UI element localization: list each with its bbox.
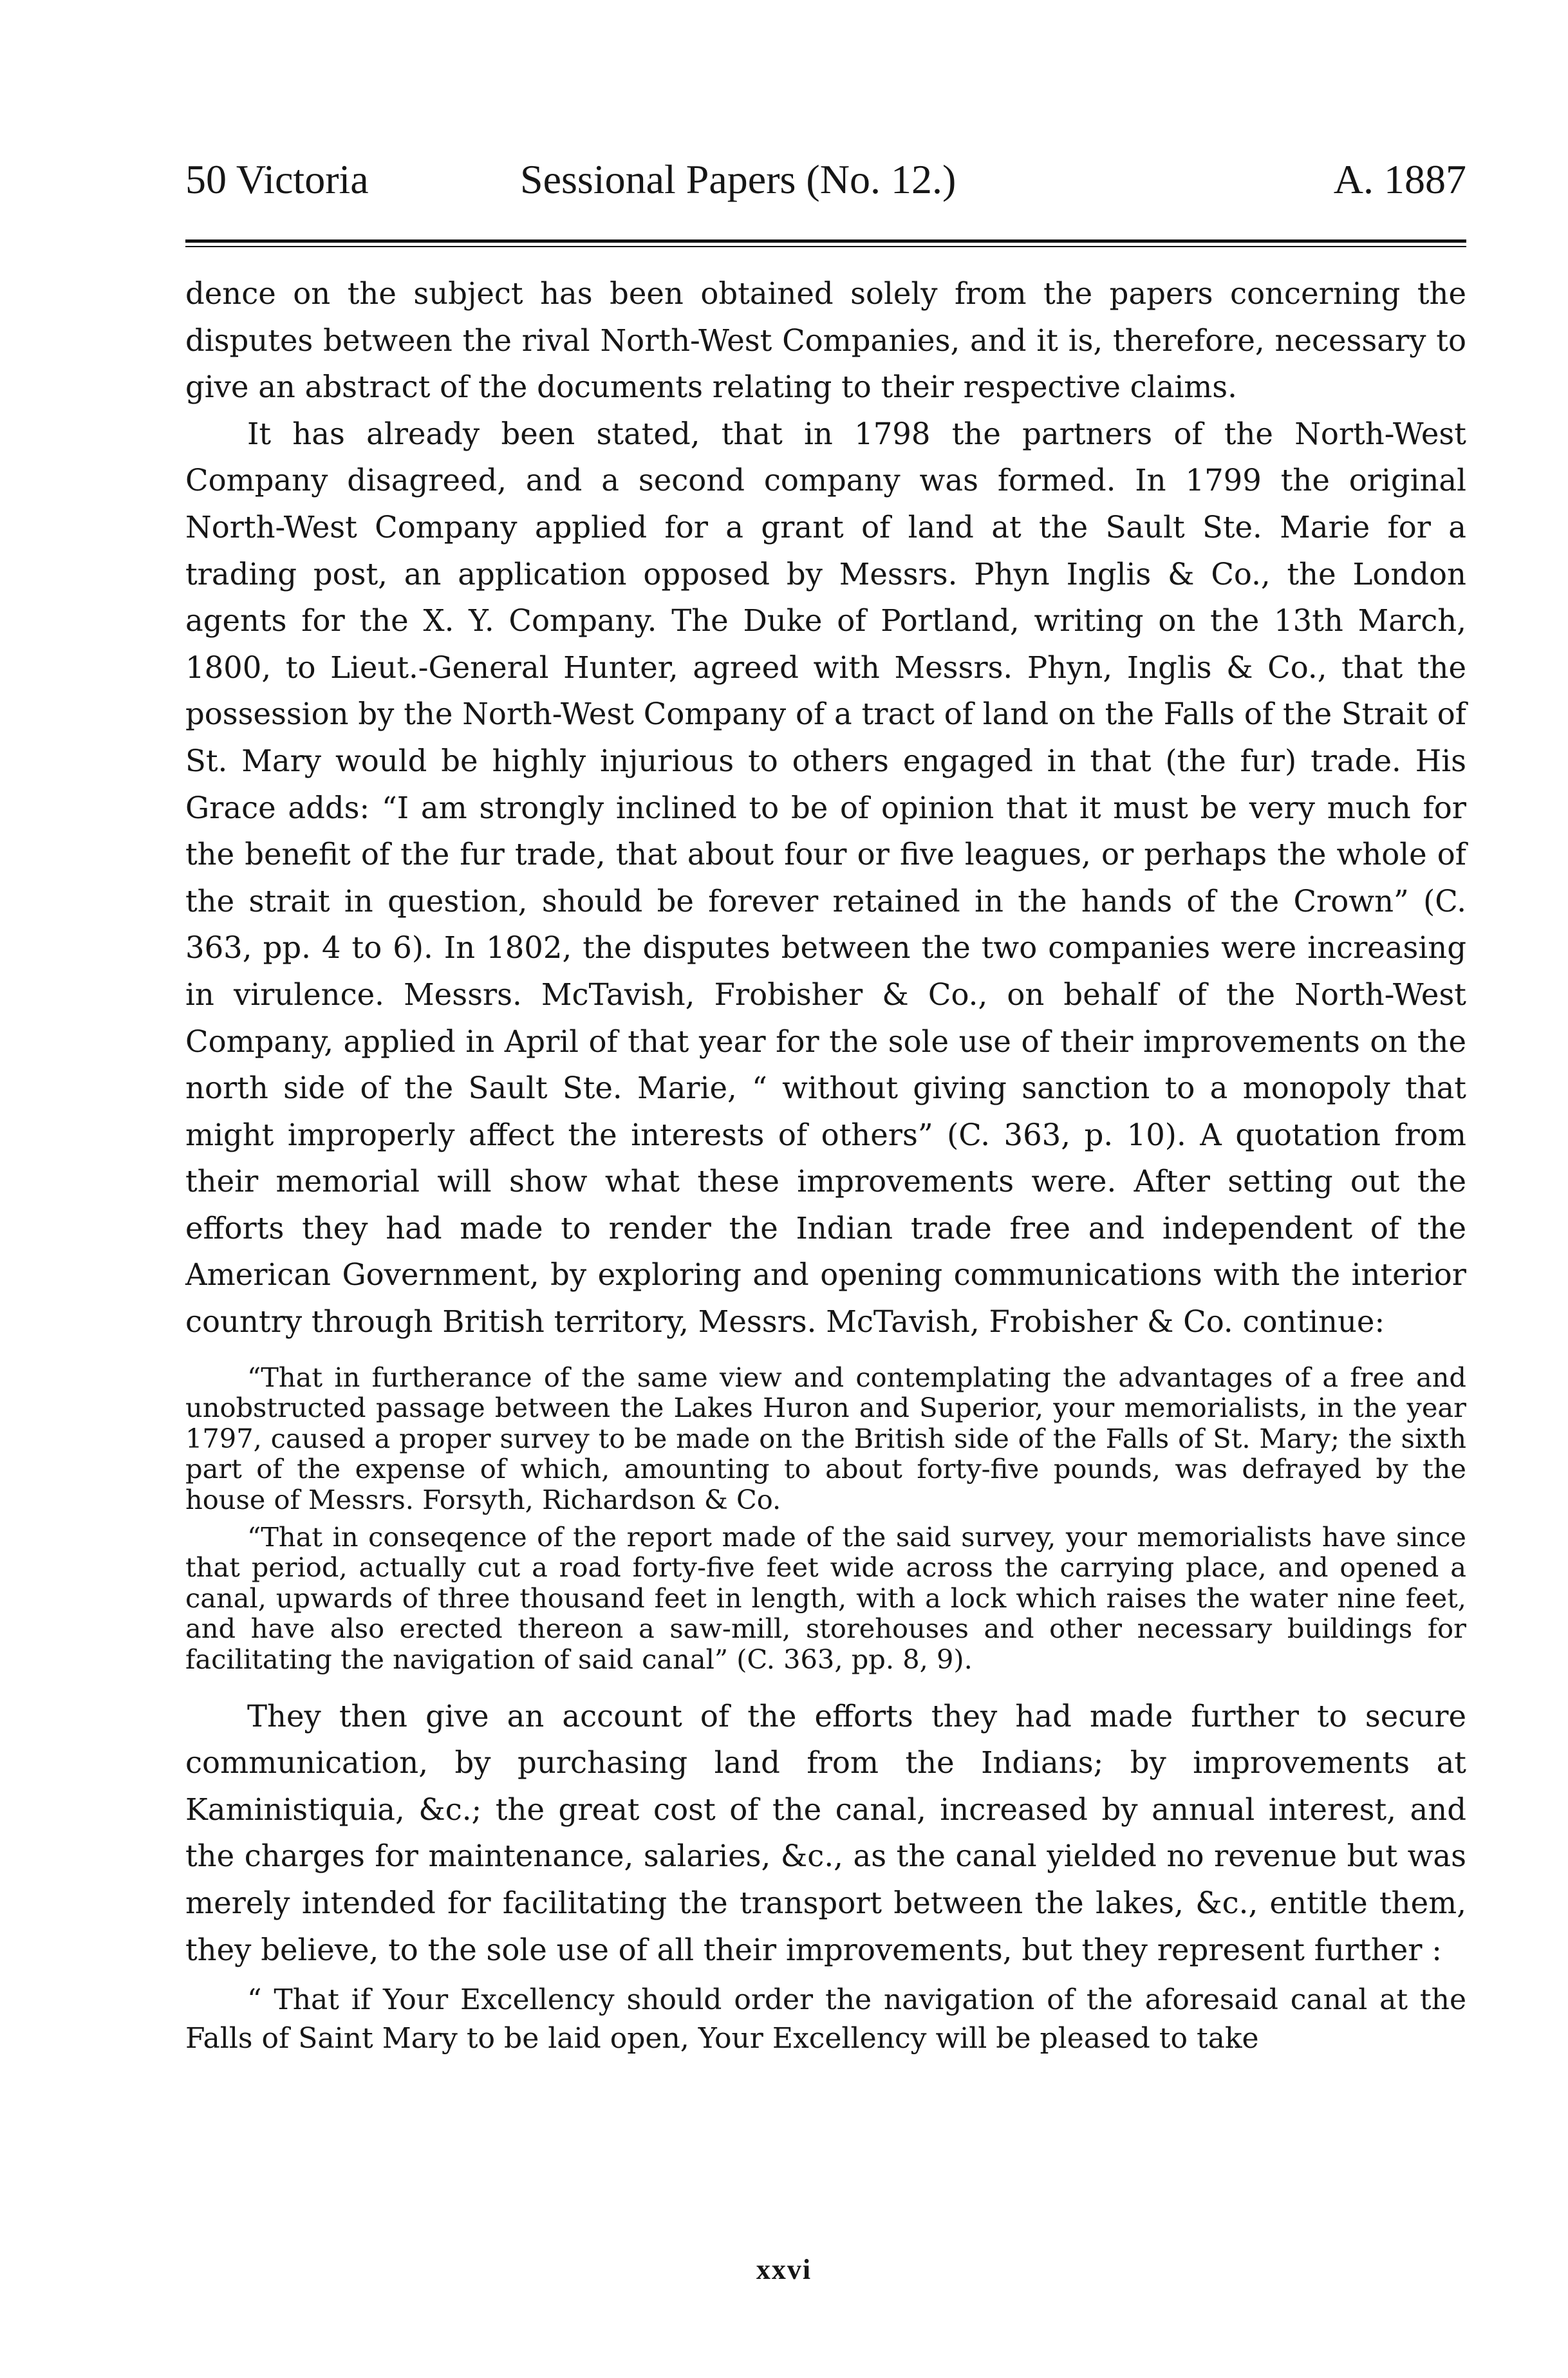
memorial-quote-navigation: “ That if Your Excellency should order the navigation of the aforesaid canal at the Falls of Saint Mary to be laid open, Your Excellency will be pleased to take bbox=[185, 1983, 1466, 2055]
memorial-quote-survey: “That in furtherance of the same view and contemplating the advantages of a free and unobstructed passage between the Lakes Huron and Superior, your memorialists, in the year 1797, caused a proper survey to be made on the British side of the Falls of St. Mary; the sixth part of the expense of which, amounting to about forty-five pounds, was defrayed by the house of Messrs. Forsyth, Richardson & Co. bbox=[185, 1361, 1466, 1516]
memorial-quote-canal: “That in conseqence of the report made of the said survey, your memorialists have since that period, actually cut a road forty-five feet wide across the carrying place, and opened a canal, upwards of three thousand feet in length, with a lock which raises the water nine feet, and have also erected thereon a saw-mill, storehouses and other necessary buildings for facilitating the navigation of said canal” (C. 363, pp. 8, 9). bbox=[185, 1521, 1466, 1675]
page-number: xxvi bbox=[756, 2254, 812, 2285]
header-title: Sessional Papers (No. 12.) bbox=[520, 156, 957, 202]
header-volume: 50 Victoria bbox=[185, 156, 369, 202]
page-header bbox=[185, 149, 1466, 220]
header-rule bbox=[185, 239, 1466, 247]
header-year: A. 1887 bbox=[1333, 156, 1466, 202]
paragraph-continued: dence on the subject has been obtained solely from the papers concerning the disputes between the rival North-West Companies, and it is, therefore, necessary to give an abstract of the documents relating to their respective claims. bbox=[185, 276, 1466, 405]
body-text bbox=[185, 270, 1466, 2058]
paragraph-north-west-company: It has already been stated, that in 1798 the partners of the North-West Company disagreed, and a second company was formed. In 1799 the original North-West Company applied for a grant of land at the Sault Ste. Marie for a trading post, an application opposed by Messrs. Phyn Inglis & Co., the London agents for the X. Y. Company. The Duke of Portland, writing on the 13th March, 1800, to Lieut.-General Hunter, agreed with Messrs. Phyn, Inglis & Co., that the possession by the North-West Company of a tract of land on the Falls of the Strait of St. Mary would be highly injurious to others engaged in that (the fur) trade. His Grace adds: “I am strongly inclined to be of opinion that it must be very much for the benefit of the fur trade, that about four or five leagues, or perhaps the whole of the strait in question, should be forever retained in the hands of the Crown” (C. 363, pp. 4 to 6). In 1802, the disputes between the two companies were increasing in virulence. Messrs. McTavish, Frobisher & Co., on behalf of the North-West Company, applied in April of that year for the sole use of their improvements on the north side of the Sault Ste. Marie, “ without giving sanction to a monopoly that might improperly affect the interests of others” (C. 363, p. 10). A quotation from their memorial will show what these improvements were. After setting out the efforts they had made to render the Indian trade free and independent of the American Government, by exploring and opening communications with the interior country through British territory, Messrs. McTavish, Frobisher & Co. continue: bbox=[185, 416, 1466, 1340]
paragraph-account: They then give an account of the efforts they had made further to secure communication, by purchasing land from the Indians; by improvements at Kaministiquia, &c.; the great cost of the canal, increased by annual interest, and the charges for maintenance, salaries, &c., as the canal yielded no revenue but was merely intended for facilitating the transport between the lakes, &c., entitle them, they believe, to the sole use of all their improvements, but they represent further : bbox=[185, 1698, 1466, 1967]
